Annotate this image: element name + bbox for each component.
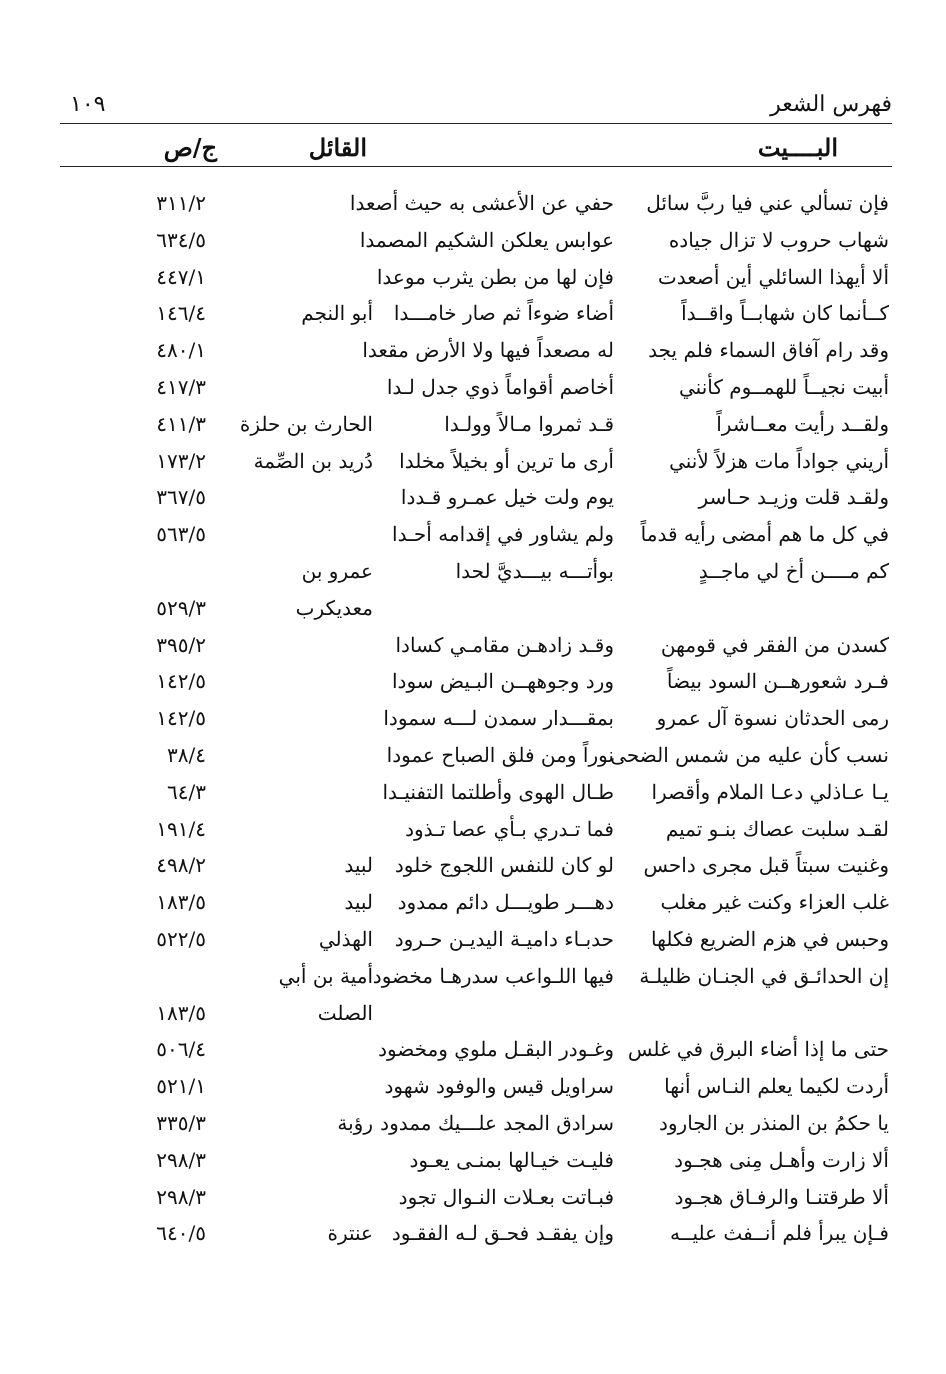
verse-row xyxy=(0,921,946,958)
verse-row xyxy=(0,774,946,811)
first-hemistich: فإن تسألي عني فيا ربَّ سائل xyxy=(646,191,889,215)
verse-row xyxy=(0,700,946,737)
column-header-verse: البــــيت xyxy=(757,133,838,162)
verse-row xyxy=(0,847,946,884)
second-hemistich: له مصعداً فيها ولا الأرض مقعدا xyxy=(362,338,614,363)
volume-page-ref: ٤٨٠/١ xyxy=(156,338,206,363)
volume-page-ref: ٦٤/٣ xyxy=(167,779,206,804)
verse-index-list xyxy=(0,185,946,1252)
first-hemistich: ولقــد رأيت معــاشراً xyxy=(716,411,889,436)
poet-name: معديكرب xyxy=(295,595,373,620)
first-hemistich: غلب العزاء وكنت غير مغلب xyxy=(660,890,889,915)
verse-row xyxy=(0,479,946,516)
first-hemistich: فـرد شعورهــن السود بيضاً xyxy=(666,669,889,694)
volume-page-ref: ٣٩٥/٢ xyxy=(156,632,206,657)
verse-row xyxy=(0,1105,946,1142)
volume-page-ref: ٣١١/٢ xyxy=(156,191,206,215)
volume-page-ref: ١٤٢/٥ xyxy=(156,669,206,694)
running-title: فهرس الشعر xyxy=(770,92,892,117)
second-hemistich: وإن يفقـد فحـق لـه الفقـود xyxy=(391,1221,614,1246)
volume-page-ref: ١٤٢/٥ xyxy=(156,706,206,731)
second-hemistich: لو كان للنفس اللجوج خلود xyxy=(394,853,614,878)
volume-page-ref: ٤١١/٣ xyxy=(156,411,206,436)
poet-name: عنترة xyxy=(327,1221,373,1246)
second-hemistich: أضاء ضوءاً ثم صار خامـــدا xyxy=(393,301,614,326)
volume-page-ref: ٢٩٨/٣ xyxy=(156,1147,206,1172)
second-hemistich: أرى ما ترين أو بخيلاً مخلدا xyxy=(399,448,614,473)
second-hemistich: فما تـدري بـأي عصا تـذود xyxy=(405,816,614,841)
verse-row xyxy=(0,295,946,332)
verse-row xyxy=(0,737,946,774)
volume-page-ref: ٣٦٧/٥ xyxy=(156,485,206,510)
poet-name: عمرو بن xyxy=(301,558,373,583)
second-hemistich: فيها اللـواعب سدرهـا مخضود xyxy=(372,963,614,988)
first-hemistich: كم مــــن أخ لي ماجــدٍ xyxy=(698,558,889,583)
volume-page-ref: ٤١٧/٣ xyxy=(156,374,206,399)
second-hemistich: سرادق المجد علـــيك ممدود xyxy=(380,1110,614,1135)
verse-row xyxy=(0,1031,946,1068)
second-hemistich: ولم يشاور في إقدامه أحـدا xyxy=(392,522,614,547)
column-headers xyxy=(60,133,892,169)
first-hemistich: وحبس في هزم الضريع فكلها xyxy=(651,926,889,951)
poet-name: لبيد xyxy=(344,853,373,878)
volume-page-ref: ٦٤٠/٥ xyxy=(156,1221,206,1246)
column-header-ref: ج/ص xyxy=(163,133,217,162)
verse-row xyxy=(0,553,946,590)
verse-row xyxy=(0,369,946,406)
verse-row xyxy=(0,222,946,259)
volume-page-ref: ١٨٣/٥ xyxy=(156,1000,206,1025)
verse-row xyxy=(0,1068,946,1105)
first-hemistich: حتى ما إذا أضاء البرق في غلس xyxy=(627,1037,889,1062)
verse-row xyxy=(0,259,946,296)
verse-row xyxy=(0,406,946,443)
first-hemistich: إن الحدائـق في الجنـان ظليلـة xyxy=(639,963,889,988)
volume-page-ref: ١٨٣/٥ xyxy=(156,890,206,915)
first-hemistich: رمى الحدثان نسوة آل عمرو xyxy=(656,706,889,731)
first-hemistich: كسدن من الفقر في قومهن xyxy=(660,632,889,657)
second-hemistich: قـد ثمروا مـالاً وولـدا xyxy=(444,411,614,436)
running-head xyxy=(60,92,892,122)
first-hemistich: أردت لكيما يعلم النـاس أنها xyxy=(664,1074,889,1099)
first-hemistich: ألا أيهذا السائلي أين أصعدت xyxy=(657,264,889,289)
verse-row xyxy=(0,516,946,553)
second-hemistich: أخاصم أقواماً ذوي جدل لـدا xyxy=(386,374,614,399)
volume-page-ref: ٥٢٩/٣ xyxy=(156,595,206,620)
first-hemistich: فـإن يبرأ فلم أنــفث عليــه xyxy=(670,1221,889,1246)
volume-page-ref: ٥٢١/١ xyxy=(156,1074,206,1099)
second-hemistich: نوراً ومن فلق الصباح عمودا xyxy=(386,742,614,767)
verse-row xyxy=(0,443,946,480)
second-hemistich: فليـت خيـالها بمنـى يعـود xyxy=(409,1147,614,1172)
volume-page-ref: ٢٩٨/٣ xyxy=(156,1184,206,1209)
second-hemistich: بوأتـــه بيـــديَّ لحدا xyxy=(455,558,614,583)
volume-page-ref: ٤٤٧/١ xyxy=(156,264,206,289)
first-hemistich: أبيت نجيــاً للهمــوم كأنني xyxy=(678,374,889,399)
second-hemistich: طـال الهوى وأطلتما التفنيـدا xyxy=(382,779,614,804)
verse-row xyxy=(0,1215,946,1252)
second-hemistich: وغـودر البقـل ملوي ومخضود xyxy=(378,1037,614,1062)
first-hemistich: أريني جواداً مات هزلاً لأنني xyxy=(669,448,889,473)
poet-name: الهذلي xyxy=(318,926,373,951)
second-hemistich: عوابس يعلكن الشكيم المصمدا xyxy=(359,227,614,252)
second-hemistich: سراويل قيس والوفود شهود xyxy=(384,1074,614,1099)
volume-page-ref: ٤٩٨/٢ xyxy=(156,853,206,878)
volume-page-ref: ٦٣٤/٥ xyxy=(156,227,206,252)
page-number: ١٠٩ xyxy=(70,92,106,117)
column-header-poet: القائل xyxy=(308,133,367,162)
volume-page-ref: ١٧٣/٢ xyxy=(156,448,206,473)
first-hemistich: شهاب حروب لا تزال جياده xyxy=(668,227,889,252)
verse-row xyxy=(0,663,946,700)
verse-row xyxy=(0,1142,946,1179)
column-header-rule xyxy=(60,166,892,167)
volume-page-ref: ٥٦٣/٥ xyxy=(156,522,206,547)
first-hemistich: نسب كأن عليه من شمس الضحى xyxy=(610,742,889,767)
first-hemistich: وقد رام آفاق السماء فلم يجد xyxy=(648,338,889,363)
second-hemistich: فبـاتت بعـلات النـوال تجود xyxy=(398,1184,614,1209)
verse-row xyxy=(0,811,946,848)
volume-page-ref: ٣٣٥/٣ xyxy=(156,1110,206,1135)
poet-name: أمية بن أبي xyxy=(278,963,373,988)
volume-page-ref: ٥٠٦/٤ xyxy=(156,1037,206,1062)
verse-row xyxy=(0,627,946,664)
volume-page-ref: ٥٢٢/٥ xyxy=(156,926,206,951)
second-hemistich: وقـد زادهـن مقامـي كسادا xyxy=(395,632,614,657)
second-hemistich: فإن لها من بطن يثرب موعدا xyxy=(376,264,614,289)
verse-row xyxy=(0,884,946,921)
verse-row xyxy=(0,185,946,222)
poet-name: أبو النجم xyxy=(301,301,373,326)
verse-row xyxy=(0,332,946,369)
first-hemistich: لقـد سلبت عصاك بنـو تميم xyxy=(665,816,889,841)
verse-row xyxy=(0,995,946,1032)
second-hemistich: دهـــر طويـــل دائم ممدود xyxy=(397,890,614,915)
first-hemistich: وغنيت سبتاً قبل مجرى داحس xyxy=(643,853,889,878)
second-hemistich: ورد وجوههــن البـيض سودا xyxy=(392,669,614,694)
verse-row xyxy=(0,958,946,995)
poet-name: لبيد xyxy=(344,890,373,915)
poet-name: الصلت xyxy=(317,1000,373,1025)
first-hemistich: يـا عـاذلي دعـا الملام وأقصرا xyxy=(651,779,889,804)
first-hemistich: ألا طرقتنـا والرفـاق هجـود xyxy=(674,1184,889,1209)
first-hemistich: ولقـد قلت وزيـد حـاسر xyxy=(698,485,889,510)
poet-name: الحارث بن حلزة xyxy=(239,411,373,436)
verse-row xyxy=(0,1179,946,1216)
first-hemistich: يا حكمُ بن المنذر بن الجارود xyxy=(658,1110,889,1135)
poet-name: رؤبة xyxy=(337,1110,373,1135)
poet-name: دُريد بن الصِّمة xyxy=(253,448,373,473)
first-hemistich: في كل ما هم أمضى رأيه قدماً xyxy=(640,522,889,547)
first-hemistich: كــأنما كان شهابــاً واقــداً xyxy=(681,301,889,326)
volume-page-ref: ١٤٦/٤ xyxy=(156,301,206,326)
second-hemistich: حدبـاء داميـة اليديـن حـرود xyxy=(394,926,614,951)
second-hemistich: بمقـــدار سمدن لـــه سمودا xyxy=(383,706,614,731)
header-rule xyxy=(60,123,892,124)
verse-row xyxy=(0,590,946,627)
first-hemistich: ألا زارت وأهـل مِنى هجـود xyxy=(674,1147,889,1172)
second-hemistich: يوم ولت خيل عمـرو قـددا xyxy=(400,485,614,510)
volume-page-ref: ٣٨/٤ xyxy=(167,742,206,767)
second-hemistich: حفي عن الأعشى به حيث أصعدا xyxy=(349,191,614,215)
volume-page-ref: ١٩١/٤ xyxy=(156,816,206,841)
